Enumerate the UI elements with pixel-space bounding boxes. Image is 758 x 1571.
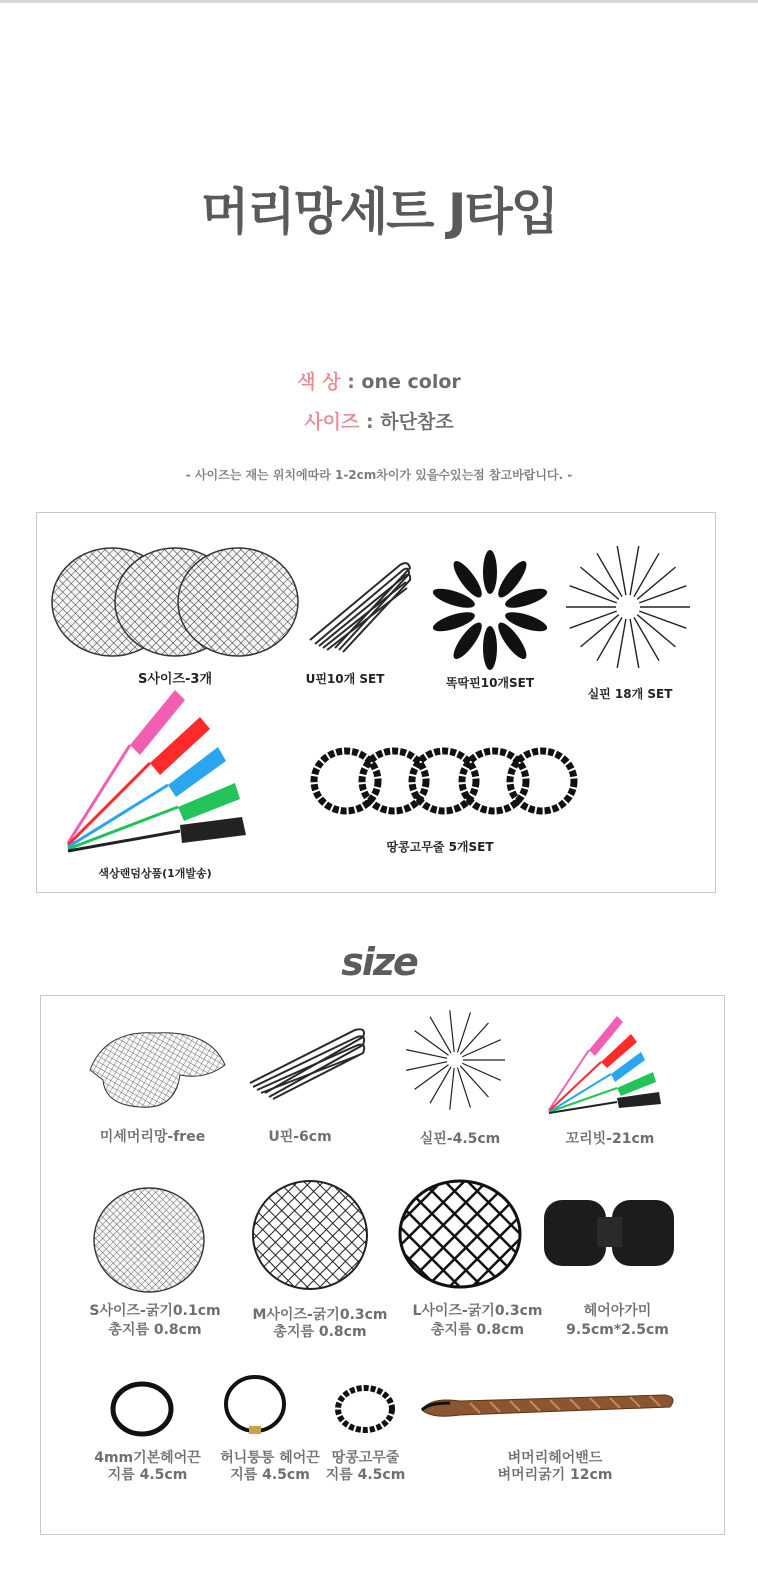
braid-headband-image [420, 1385, 680, 1425]
size-label-silpin: 실핀-4.5cm [419, 1131, 501, 1147]
peanut-band-5-image [310, 745, 580, 820]
size-label-s-net-2: 총지름 0.8cm [108, 1322, 202, 1338]
bobby-pin-image [565, 545, 695, 670]
top-divider [0, 0, 758, 3]
spec-color-value: one color [361, 371, 461, 393]
basic-hair-tie-image [108, 1380, 176, 1438]
set-label-band: 땅콩고무줄 5개SET [386, 840, 494, 854]
snap-clip-image [428, 548, 553, 673]
size-label-braid-1: 벼머리헤어밴드 [507, 1450, 603, 1466]
set-label-comb: 색상랜덤상품(1개발송) [98, 867, 212, 880]
hairnet-3-image [50, 545, 300, 660]
spec-size [0, 407, 758, 434]
size-heading: size [341, 940, 417, 984]
tail-comb-image [60, 685, 255, 855]
size-label-peanut-1: 땅콩고무줄 [331, 1450, 400, 1466]
s-net-image [92, 1185, 207, 1295]
size-u-pin-image [245, 1025, 370, 1100]
size-comb-image [545, 1012, 665, 1114]
u-pin-image [305, 560, 415, 655]
size-label-l-net-2: 총지름 0.8cm [430, 1322, 525, 1338]
l-net-image [398, 1178, 523, 1290]
set-label-net: S사이즈-3개 [137, 672, 213, 687]
fine-net-image [85, 1025, 230, 1115]
size-note: - 사이즈는 재는 위치에따라 1-2cm차이가 있을수있는점 참고바랍니다. - [185, 468, 573, 482]
size-label-honey-1: 허니퉁퉁 헤어끈 [220, 1450, 320, 1466]
size-label-m-net-1: M사이즈-굵기0.3cm [252, 1307, 388, 1323]
spec-size-key: 사이즈 [304, 411, 360, 433]
size-label-l-net-1: L사이즈-굵기0.3cm [412, 1303, 543, 1319]
honey-hair-tie-image [222, 1374, 290, 1436]
size-label-m-net-2: 총지름 0.8cm [273, 1324, 367, 1340]
size-label-comb: 꼬리빗-21cm [565, 1131, 655, 1147]
size-label-upin: U핀-6cm [268, 1129, 332, 1145]
size-label-donut-1: 헤어아가미 [583, 1303, 652, 1319]
size-label-peanut-2: 지름 4.5cm [325, 1467, 406, 1483]
size-label-basic-1: 4mm기본헤어끈 [94, 1450, 201, 1466]
m-net-image [250, 1178, 370, 1293]
spec-color-key: 색 상 [297, 371, 341, 393]
spec-size-value: 하단참조 [380, 411, 454, 433]
set-label-upin: U핀10개 SET [305, 672, 385, 686]
size-label-honey-2: 지름 4.5cm [230, 1467, 310, 1483]
size-label-donut-2: 9.5cm*2.5cm [566, 1322, 669, 1338]
peanut-hair-tie-image [332, 1383, 400, 1435]
size-label-basic-2: 지름 4.5cm [107, 1467, 188, 1483]
size-label-s-net-1: S사이즈-굵기0.1cm [89, 1303, 221, 1319]
set-label-silpin: 실핀 18개 SET [587, 687, 673, 701]
spec-size-colon: : [366, 411, 374, 433]
spec-color-colon: : [347, 371, 355, 393]
size-bobby-pin-image [400, 1012, 510, 1112]
hair-donut-image [542, 1195, 677, 1270]
size-label-braid-2: 벼머리굵기 12cm [497, 1467, 613, 1483]
page-title: 머리망세트 J타입 [200, 183, 558, 241]
size-label-fine-net: 미세머리망-free [99, 1129, 206, 1145]
set-label-clip: 똑딱핀10개SET [445, 676, 535, 690]
spec-color [0, 367, 758, 394]
